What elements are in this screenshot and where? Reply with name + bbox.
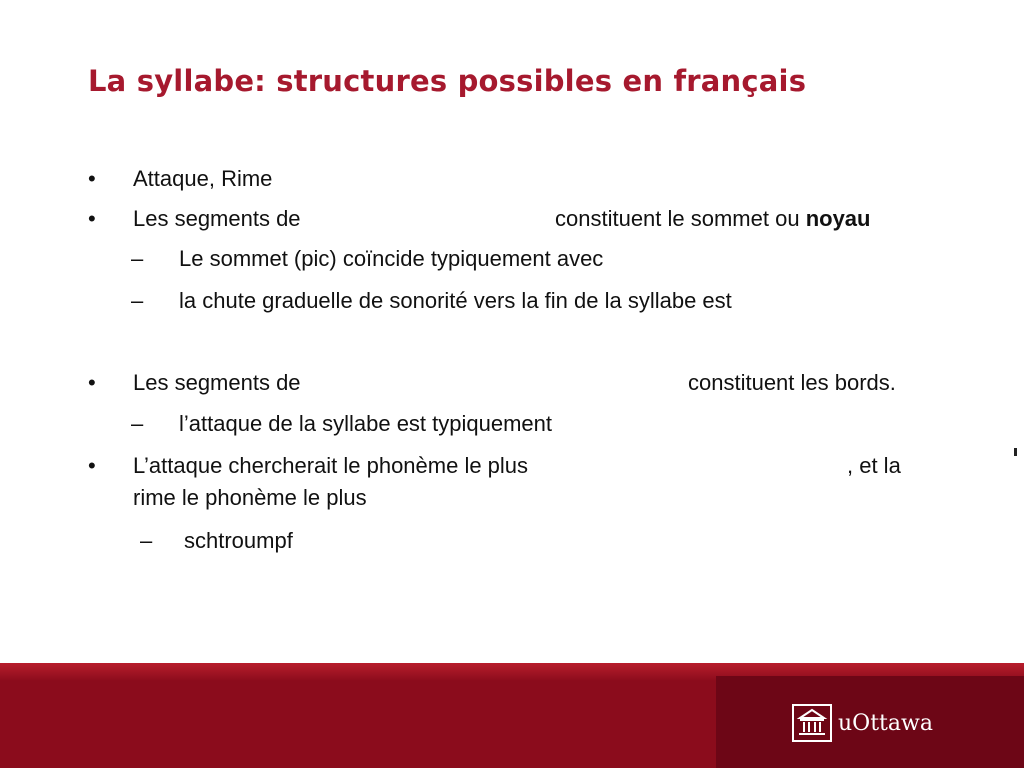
bullet-text-after	[555, 206, 870, 232]
bullet-text-before: Les segments de	[133, 206, 301, 231]
bullet-text-bold: noyau	[805, 206, 871, 231]
sub-bullet-text: l’attaque de la syllabe est typiquement	[179, 411, 553, 436]
sub-bullet-marker: –	[131, 246, 144, 271]
sub-bullet-marker: –	[131, 288, 144, 313]
bullet-text-after: constituent les bords.	[688, 370, 896, 395]
bullet-text-before: Les segments de	[133, 370, 301, 395]
university-building-icon	[792, 704, 832, 742]
bullet-text-line1: L’attaque chercherait le phonème le plus	[133, 453, 529, 478]
uottawa-logo	[792, 704, 933, 742]
bullet-text-after-plain: constituent le sommet ou	[555, 206, 806, 231]
stray-mark	[1014, 448, 1017, 456]
bullet-marker: •	[88, 370, 96, 395]
bullet-marker: •	[88, 166, 96, 191]
bullet-marker: •	[88, 206, 96, 231]
sub-bullet-text: schtroumpf	[184, 528, 293, 553]
logo-text: uOttawa	[838, 710, 933, 736]
sub-bullet-marker: –	[140, 528, 153, 553]
bullet-text-line1-after: , et la	[847, 453, 901, 478]
sub-bullet-text: la chute graduelle de sonorité vers la fin de la syllabe est	[179, 288, 732, 313]
bullet-marker: •	[88, 453, 96, 478]
sub-bullet-text: Le sommet (pic) coïncide typiquement avec	[179, 246, 604, 271]
bullet-text: Attaque, Rime	[133, 166, 273, 191]
bullet-text-line2: rime le phonème le plus	[133, 485, 367, 510]
slide-title: La syllabe: structures possibles en français	[88, 64, 807, 98]
sub-bullet-marker: –	[131, 411, 144, 436]
